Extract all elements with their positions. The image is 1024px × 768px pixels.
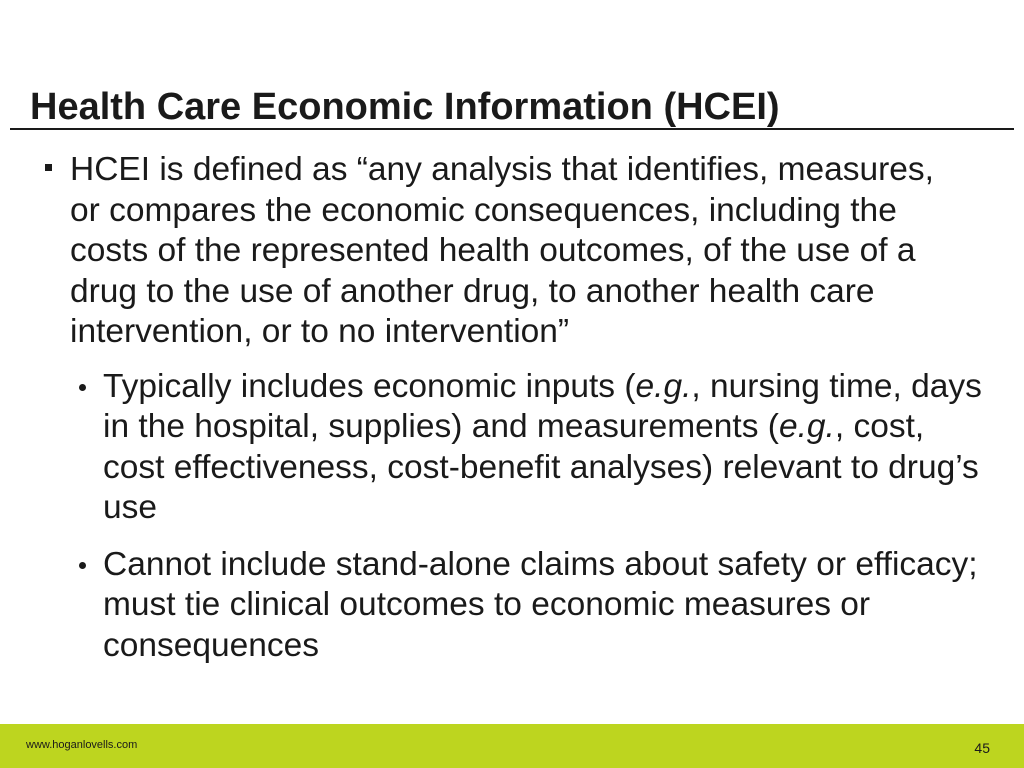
sub-bullet-text-part1: Typically includes economic inputs (: [103, 367, 636, 405]
sub-bullet-text-part3: , cost, cost effectiveness, cost-benefit analyses) relevant to drug’s use: [103, 408, 979, 526]
sub-bullet-italic-eg-1: e.g.: [635, 367, 692, 405]
slide-title: Health Care Economic Information (HCEI): [30, 86, 780, 128]
main-bullet: [70, 150, 970, 353]
sub-bullet-italic-eg-2: e.g.: [778, 408, 835, 445]
footer-website: www.hoganlovells.com: [26, 739, 138, 751]
round-bullet-icon: [79, 384, 86, 391]
square-bullet-icon: [45, 164, 52, 171]
title-underline: [10, 128, 1014, 130]
sub-bullet-stand-alone-claims: [103, 545, 983, 667]
sub-bullet-economic-inputs: [103, 367, 983, 529]
page-number: 45: [974, 740, 990, 756]
footer-bar: [0, 724, 1024, 768]
sub-bullet-list: [0, 367, 1024, 667]
main-bullet-text: HCEI is defined as “any analysis that identifies, measures, or compares the economic consequences, including the costs of the represented health outcomes, of the use of a drug to the use of another drug, to another health care intervention, or to no intervention”: [70, 151, 934, 350]
slide-body: [0, 150, 1024, 682]
sub-bullet-text: Cannot include stand-alone claims about safety or efficacy; must tie clinical outcomes to economic measures or consequences: [103, 545, 978, 664]
round-bullet-icon: [79, 562, 86, 569]
sub-bullet-text-part2: , nursing time, days in the hospital, supplies) and measurements (: [103, 367, 982, 445]
